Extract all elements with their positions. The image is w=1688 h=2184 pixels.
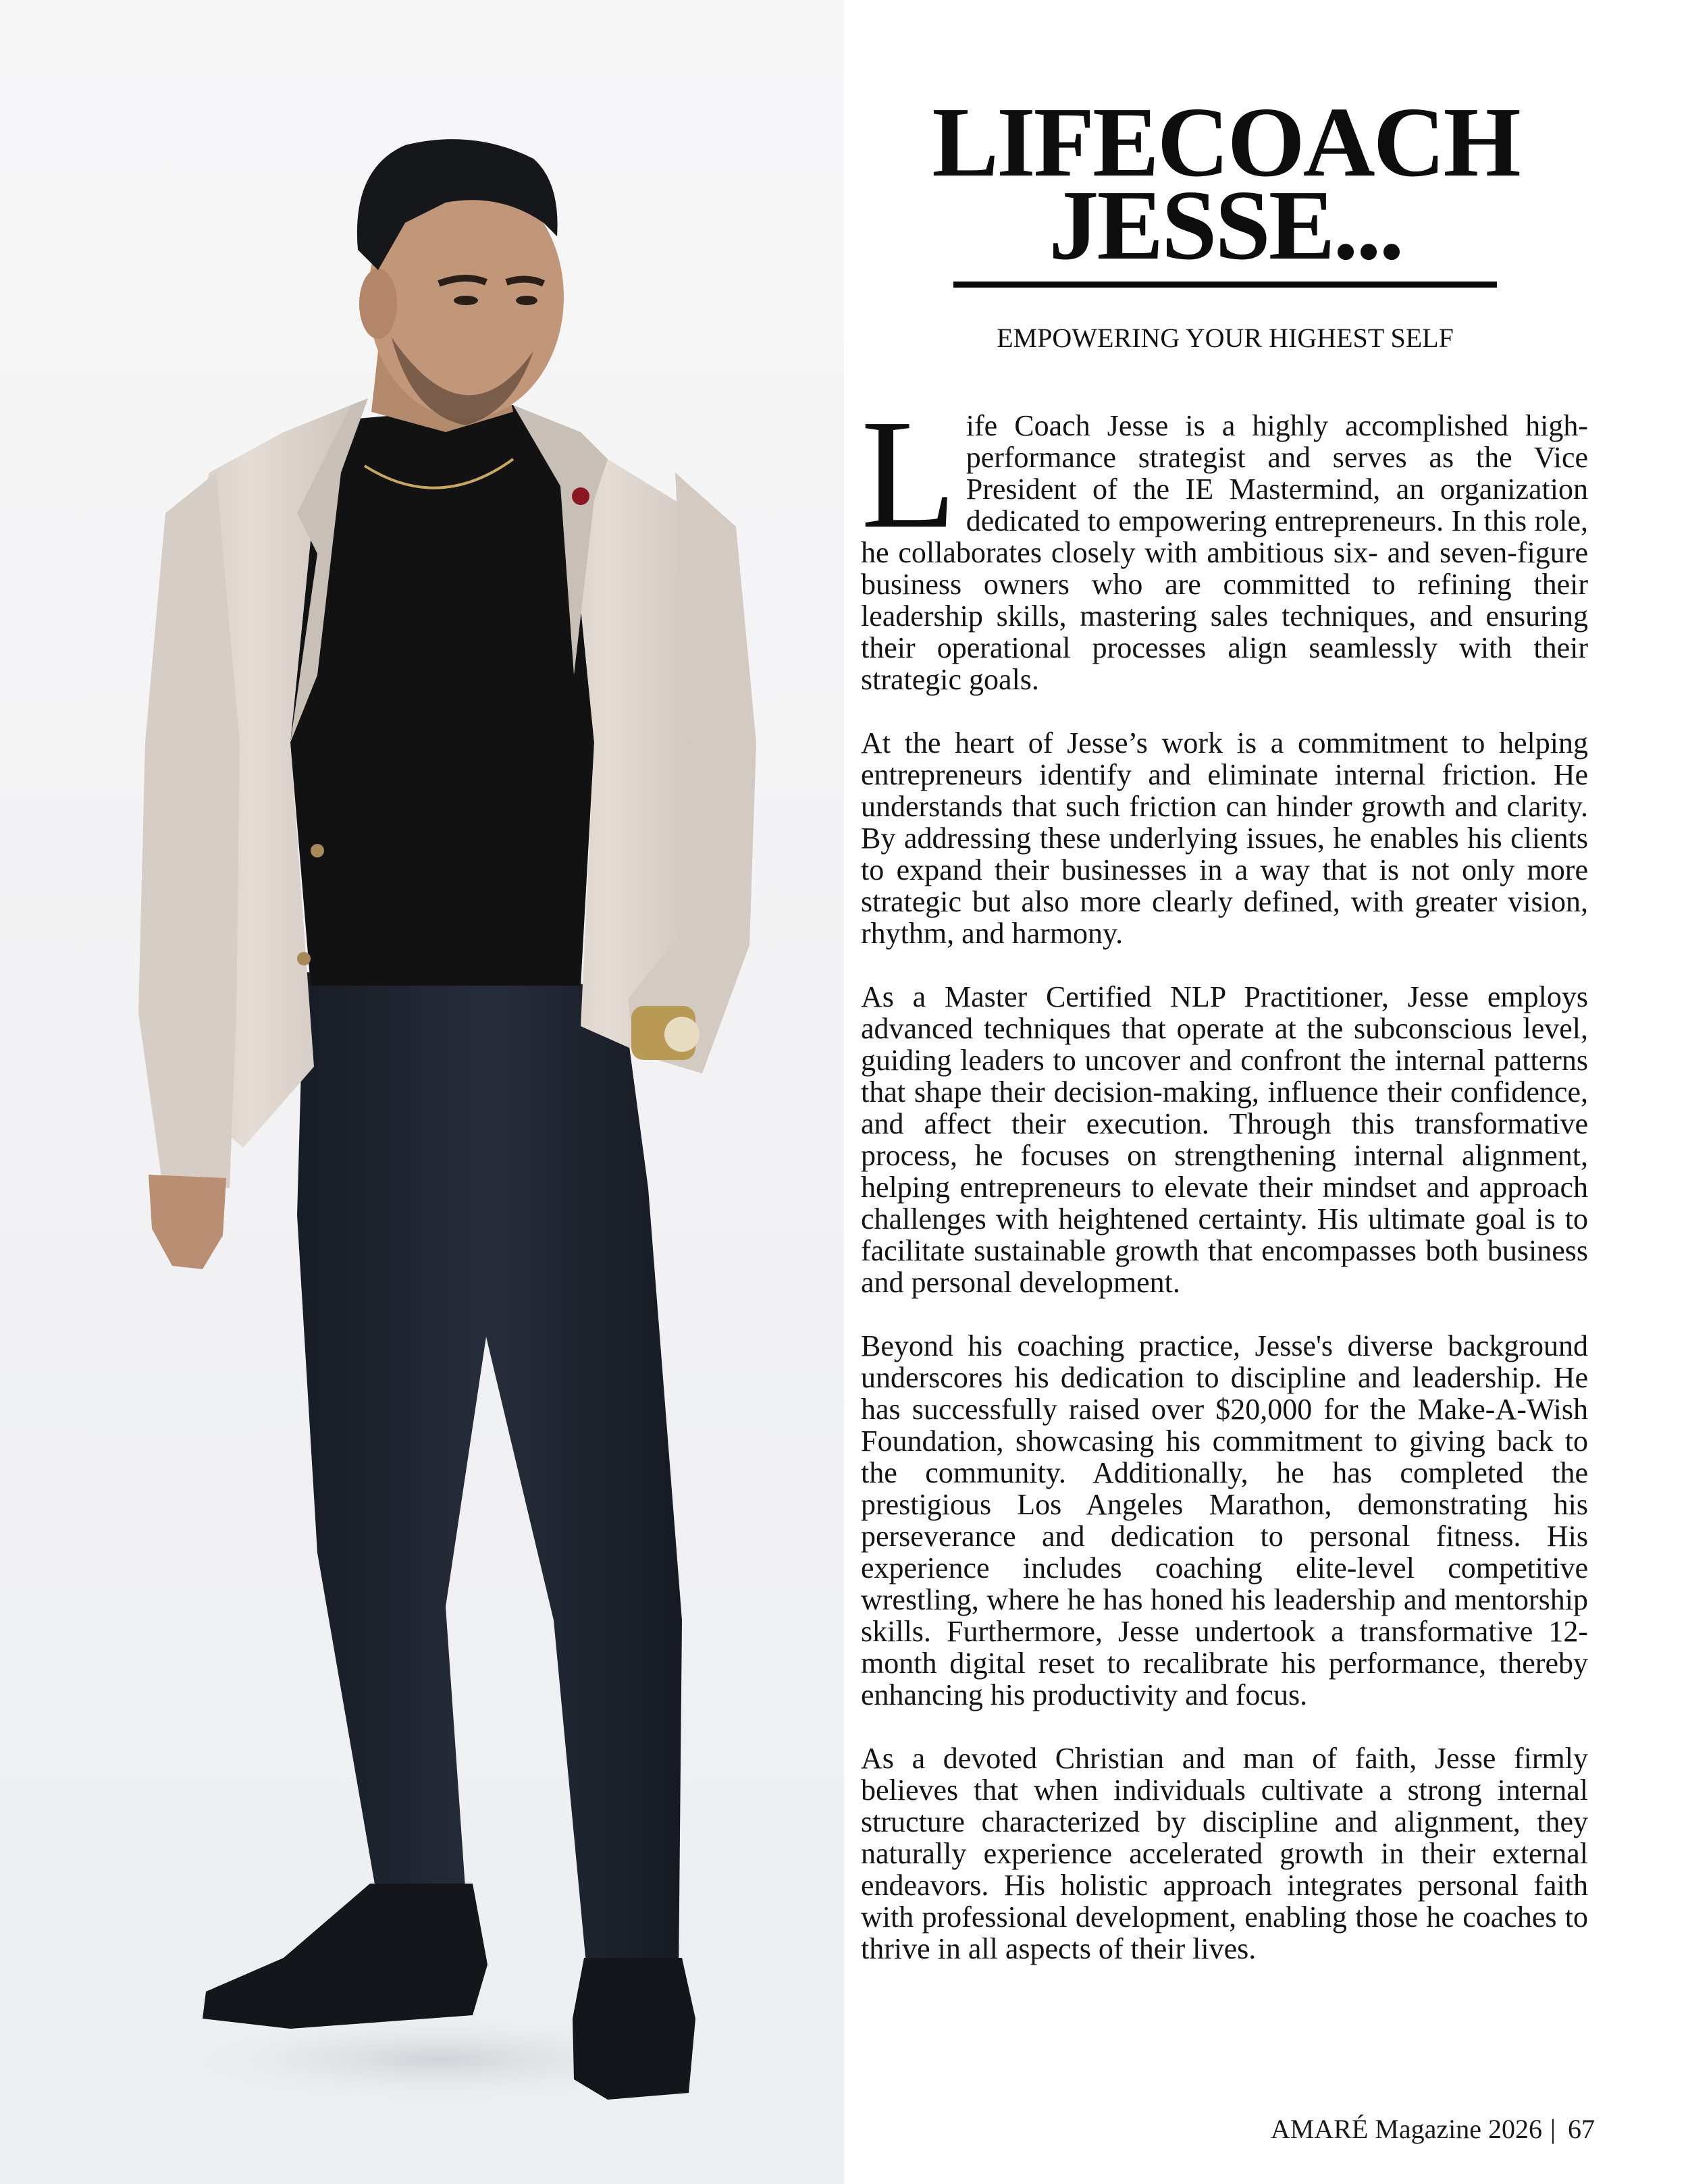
- watch-face: [664, 1017, 700, 1052]
- article-title: [932, 87, 1519, 281]
- page-footer: [1271, 2112, 1595, 2147]
- jacket-button: [311, 844, 324, 857]
- article-title-line-1: LIFECOACH: [932, 87, 1519, 198]
- article-paragraph-1: [861, 388, 1588, 696]
- jacket-left-sleeve: [138, 473, 240, 1188]
- left-shoe: [203, 1884, 487, 2029]
- eye: [454, 296, 478, 305]
- article-paragraph-2: At the heart of Jesse’s work is a commitment to helping entrepreneurs identify and eliminate internal friction. He understands that such friction can hinder growth and clarity. By addressing these underlying issues, he enables his clients to expand their businesses in a way that is not only more strategic but also more clearly defined, with greater vision, rhythm, and harmony.: [861, 726, 1588, 950]
- magazine-name: AMARÉ Magazine 2026: [1270, 2114, 1542, 2144]
- article-body: [861, 388, 1588, 1965]
- ear: [359, 269, 397, 339]
- page-number: 67: [1568, 2114, 1595, 2144]
- trousers: [297, 972, 682, 1978]
- paragraph-1-text: ife Coach Jesse is a highly accomplished high-performance strategist and serves as the Vice President of the IE Mastermind, an organization dedicated to empowering entrepreneurs. In this role, he collaborates closely with ambitious six- and seven-figure business owners who are committed to refining their leadership skills, mastering sales techniques, and ensuring their operational processes align seamlessly with their strategic goals.: [861, 409, 1588, 696]
- footer-separator: |: [1550, 2114, 1556, 2144]
- left-hand: [149, 1175, 226, 1269]
- article-paragraph-3: As a Master Certified NLP Practitioner, Jesse employs advanced techniques that operate at the subconscious level, guiding leaders to uncover and confront the internal patterns that shape their decision-making, influence their confidence, and affect their execution. Through this transformative process, he focuses on strengthening internal alignment, helping entrepreneurs to elevate their mindset and approach challenges with heightened certainty. His ultimate goal is to facilitate sustainable growth that encompasses both business and personal development.: [861, 980, 1588, 1299]
- lapel-pin: [572, 487, 589, 505]
- eye: [516, 296, 537, 305]
- article-paragraph-4: Beyond his coaching practice, Jesse's diverse background underscores his dedication to discipline and leadership. He has successfully raised over $20,000 for the Make-A-Wish Foundation, showcasing his commitment to giving back to the community. Additionally, he has completed the prestigious Los Angeles Marathon, demonstrating his perseverance and dedication to personal fitness. His experience includes coaching elite-level competitive wrestling, where he has honed his leadership and mentorship skills. Furthermore, Jesse undertook a transformative 12-month digital reset to recalibrate his performance, thereby enhancing his productivity and focus.: [861, 1329, 1588, 1711]
- jacket-button: [297, 952, 311, 965]
- title-divider: [953, 282, 1497, 288]
- article-subtitle: EMPOWERING YOUR HIGHEST SELF: [997, 323, 1454, 353]
- article-paragraph-5: As a devoted Christian and man of faith, Jesse firmly believes that when individuals cultivate a strong internal structure characterized by discipline and alignment, they naturally experience accelerated growth in their external endeavors. His holistic approach integrates personal faith with professional development, enabling those he coaches to thrive in all aspects of their lives.: [861, 1742, 1588, 1965]
- article-title-line-2: JESSE...: [1049, 169, 1402, 281]
- drop-cap: L: [861, 388, 957, 561]
- right-shoe: [573, 1958, 695, 2100]
